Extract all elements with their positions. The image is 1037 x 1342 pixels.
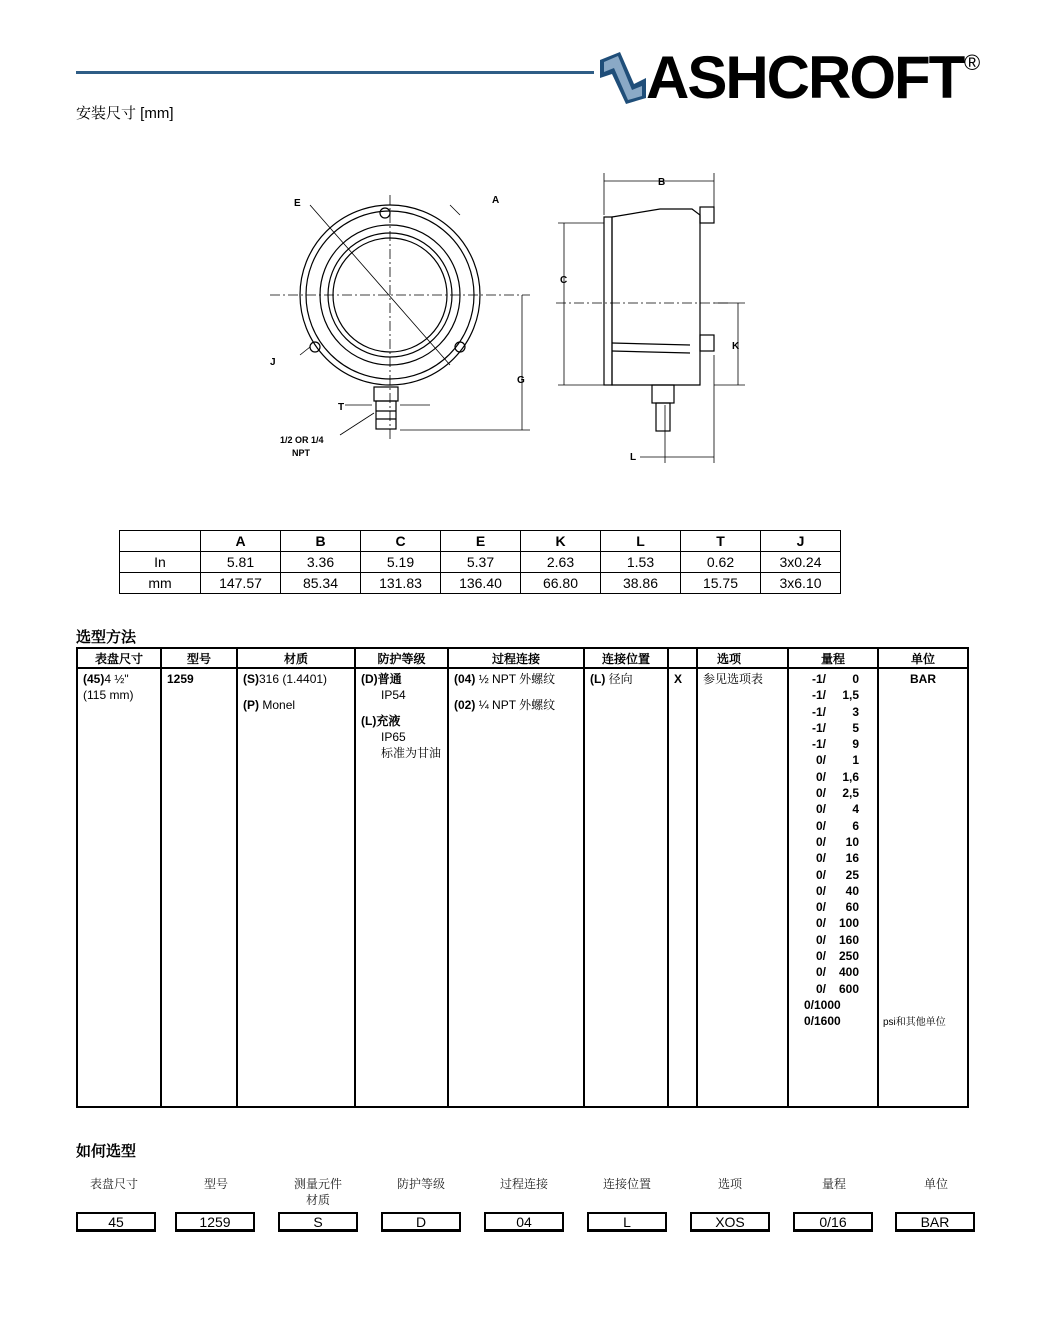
range-low: 0/: [815, 818, 826, 833]
dim-header-k: K: [521, 531, 601, 552]
dim-cell: 136.40: [441, 573, 521, 594]
col-range: [789, 649, 879, 1106]
how-label: 型号: [203, 1177, 228, 1191]
dim-cell: 2.63: [521, 552, 601, 573]
dim-cell: mm: [120, 573, 201, 594]
dimension-row-inch: [120, 552, 841, 573]
range-high: 1,5: [842, 688, 859, 703]
dim-cell: 147.57: [201, 573, 281, 594]
col-unit: [879, 649, 967, 1106]
range-high: 2,5: [842, 786, 859, 801]
range-low: -1/: [811, 688, 826, 703]
how-label: 选项: [717, 1177, 742, 1191]
dim-cell: 5.37: [441, 552, 521, 573]
protection-text: 普通: [377, 672, 402, 686]
col-header: 选项: [669, 649, 789, 669]
registered-mark: ®: [964, 50, 981, 75]
range-low: 0/: [815, 834, 826, 849]
option-code: X: [674, 672, 683, 686]
col-header: 表盘尺寸: [78, 649, 160, 669]
range-row: [794, 1013, 872, 1029]
process-code: (04): [454, 672, 476, 686]
dimension-row-mm: [120, 573, 841, 594]
dim-header-blank: [120, 531, 201, 552]
range-high: 60: [845, 900, 859, 915]
dim-header-t: T: [681, 531, 761, 552]
range-row: [794, 964, 872, 980]
process-code: (02): [454, 698, 476, 712]
npt-label-line1: 1/2 OR 1/4: [280, 435, 324, 445]
range-high: 0: [852, 672, 859, 686]
range-high: 160: [838, 932, 859, 947]
how-value-box: 45: [76, 1212, 156, 1232]
how-value-box: XOS: [690, 1212, 770, 1232]
dim-header-e: E: [441, 531, 521, 552]
col-header: 防护等级: [356, 649, 447, 669]
range-row: [794, 720, 872, 736]
npt-label-line2: NPT: [292, 448, 310, 458]
dim-cell: 15.75: [681, 573, 761, 594]
col-dial-size: [78, 649, 162, 1106]
range-low: 0/: [815, 949, 826, 964]
range-row: [794, 915, 872, 931]
range-row: [794, 818, 872, 834]
label-e: E: [294, 198, 301, 209]
gauge-dimension-drawing: [260, 165, 760, 475]
how-to-title: 如何选型: [76, 1143, 137, 1160]
range-row: [794, 948, 872, 964]
how-value-box: BAR: [895, 1212, 975, 1232]
range-low: -1/: [811, 720, 826, 735]
range-row: [794, 867, 872, 883]
dial-size: 4 ½": [104, 672, 129, 686]
range-high: 250: [838, 949, 859, 964]
label-g: G: [517, 375, 525, 386]
how-to-order-row: [76, 1176, 976, 1236]
dim-header-j: J: [761, 531, 841, 552]
range-low: 0/: [815, 786, 826, 801]
range-high: 3: [852, 704, 859, 719]
dim-cell: 3x0.24: [761, 552, 841, 573]
brand-name: ASHCROFT: [646, 48, 964, 104]
range-high: 1,6: [842, 769, 859, 784]
dim-cell: 1.53: [601, 552, 681, 573]
dial-mm: (115 mm): [83, 688, 134, 702]
range-row: [794, 997, 872, 1013]
range-low: 0/: [815, 851, 826, 866]
range-high: 6: [852, 818, 859, 833]
range-list: [789, 669, 877, 1030]
range-high: 9: [852, 737, 859, 752]
label-t: T: [338, 402, 345, 413]
label-b: B: [658, 177, 666, 188]
position-text: 径向: [608, 672, 633, 686]
col-material: [238, 649, 356, 1106]
col-option: [698, 649, 789, 1106]
range-row: [794, 687, 872, 703]
mount-dimensions-title: 安装尺寸 [mm]: [76, 105, 174, 122]
how-label: 防护等级: [396, 1177, 445, 1191]
material-text: Monel: [262, 698, 296, 712]
protection-code: (D): [361, 672, 378, 686]
range-low: -1/: [811, 737, 826, 752]
how-value-box: 0/16: [793, 1212, 873, 1232]
dimension-header-row: [120, 531, 841, 552]
label-c: C: [560, 275, 568, 286]
how-value-box: D: [381, 1212, 461, 1232]
range-low: 0/: [815, 802, 826, 817]
col-position: [585, 649, 669, 1106]
range-low: 0/: [815, 981, 826, 996]
range-row: [794, 932, 872, 948]
dim-header-c: C: [361, 531, 441, 552]
range-high: 10: [845, 834, 859, 849]
dim-cell: 38.86: [601, 573, 681, 594]
range-high: 40: [845, 883, 859, 898]
col-process: [449, 649, 585, 1106]
protection-code: (L): [361, 714, 377, 728]
range-low: 0/: [815, 769, 826, 784]
range-low: 0/1600: [804, 1014, 841, 1029]
range-row: [794, 850, 872, 866]
dim-header-a: A: [201, 531, 281, 552]
dim-cell: 5.81: [201, 552, 281, 573]
unit-value: BAR: [910, 672, 936, 686]
dim-cell: 0.62: [681, 552, 761, 573]
dimension-table: [119, 530, 841, 594]
dim-header-b: B: [281, 531, 361, 552]
col-header: 连接位置: [585, 649, 667, 669]
option-text: 参见选项表: [703, 672, 764, 686]
range-low: 0/: [815, 883, 826, 898]
range-row: [794, 899, 872, 915]
how-label: 表盘尺寸: [89, 1177, 138, 1191]
ashcroft-logo: [598, 48, 993, 104]
how-value-box: 04: [484, 1212, 564, 1232]
selection-title: 选型方法: [76, 629, 137, 646]
how-label: 连接位置: [602, 1177, 651, 1191]
selection-table: [76, 647, 969, 1108]
process-text: ½ NPT 外螺纹: [478, 672, 556, 686]
protection-sub: IP54: [381, 688, 406, 702]
dim-cell: In: [120, 552, 201, 573]
position-code: (L): [590, 672, 606, 686]
range-low: 0/: [815, 916, 826, 931]
range-row: [794, 736, 872, 752]
dim-header-l: L: [601, 531, 681, 552]
range-row: [794, 785, 872, 801]
label-j: J: [270, 357, 276, 368]
col-option-code: [669, 649, 698, 1106]
material-code: (S): [243, 672, 259, 686]
range-high: 4: [852, 802, 859, 817]
col-protection: [356, 649, 449, 1106]
range-row: [794, 834, 872, 850]
col-header: 材质: [238, 649, 354, 669]
label-k: K: [732, 341, 740, 352]
range-low: 0/: [815, 965, 826, 980]
range-row: [794, 671, 872, 687]
dim-cell: 5.19: [361, 552, 441, 573]
range-row: [794, 883, 872, 899]
range-low: 0/1000: [804, 997, 841, 1012]
how-value-box: L: [587, 1212, 667, 1232]
range-high: 1: [852, 753, 859, 768]
range-row: [794, 752, 872, 768]
how-value-box: S: [278, 1212, 358, 1232]
range-high: [841, 997, 872, 1013]
process-text: ¼ NPT 外螺纹: [478, 698, 556, 712]
how-label: 测量元件 材质: [293, 1177, 342, 1207]
how-label: 单位: [923, 1177, 948, 1191]
range-row: [794, 981, 872, 997]
label-l: L: [630, 452, 637, 463]
range-low: 0/: [815, 932, 826, 947]
range-low: -1/: [811, 672, 826, 686]
col-header: 量程: [789, 649, 877, 669]
range-low: 0/: [815, 867, 826, 882]
dim-cell: 66.80: [521, 573, 601, 594]
range-low: 0/: [815, 900, 826, 915]
range-high: [841, 1013, 872, 1029]
range-high: 400: [838, 965, 859, 980]
dim-cell: 131.83: [361, 573, 441, 594]
protection-sub: 标准为甘油: [381, 746, 442, 760]
protection-sub: IP65: [381, 730, 406, 744]
range-low: -1/: [811, 704, 826, 719]
col-header: 过程连接: [449, 649, 583, 669]
range-high: 16: [845, 851, 859, 866]
range-row: [794, 704, 872, 720]
range-low: 0/: [815, 753, 826, 768]
range-row: [794, 801, 872, 817]
dim-cell: 85.34: [281, 573, 361, 594]
material-text: 316 (1.4401): [259, 672, 328, 686]
range-high: 25: [845, 867, 859, 882]
how-label: 量程: [821, 1177, 846, 1191]
dim-cell: 3x6.10: [761, 573, 841, 594]
dial-code: (45): [83, 672, 105, 686]
col-header: 单位: [879, 649, 967, 669]
range-high: 5: [852, 720, 859, 735]
how-value-box: 1259: [175, 1212, 255, 1232]
label-a: A: [492, 195, 500, 206]
col-header: 型号: [162, 649, 236, 669]
model-value: 1259: [167, 672, 194, 686]
unit-note: psi和其他单位: [883, 1017, 946, 1028]
range-high: 100: [838, 916, 859, 931]
range-row: [794, 769, 872, 785]
protection-text: 充液: [376, 714, 401, 728]
range-high: 600: [838, 981, 859, 996]
header-rule: [76, 71, 594, 74]
dim-cell: 3.36: [281, 552, 361, 573]
material-code: (P): [243, 698, 259, 712]
col-model: [162, 649, 238, 1106]
how-label: 过程连接: [499, 1177, 548, 1191]
